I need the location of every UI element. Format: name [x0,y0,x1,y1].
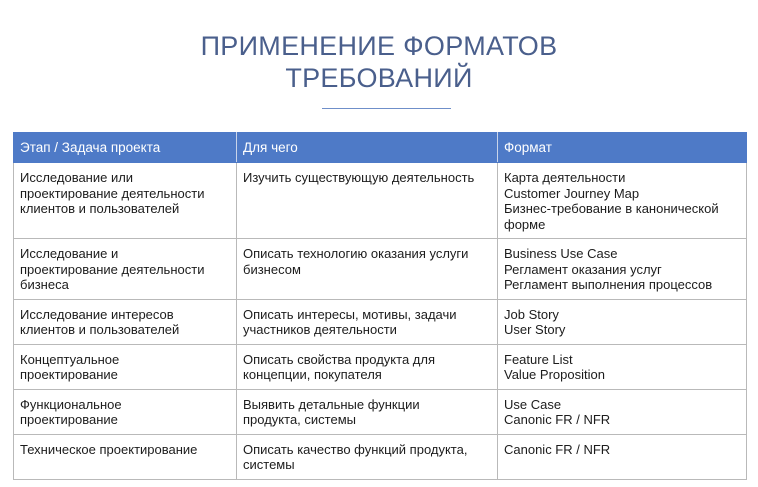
cell-text-line: концепции, покупателя [243,367,382,382]
cell-purpose [237,239,498,300]
table-header [14,133,747,163]
cell-format [498,344,747,389]
cell-text-line: Feature List [504,351,573,367]
table-row [14,434,747,479]
cell-text-line: Job Story [504,306,559,322]
cell-text-line: проектирование деятельности [20,185,205,201]
cell-format [498,389,747,434]
cell-stage [14,299,237,344]
cell-purpose [237,299,498,344]
cell-text-line: Карта деятельности [504,170,626,185]
title-line-2: ТРЕБОВАНИЙ [285,63,473,93]
header-format: Формат [498,133,747,163]
cell-text-line: проектирование [20,412,118,427]
cell-text-line: Business Use Case [504,246,618,261]
formats-table [13,132,747,480]
cell-text-line: User Story [504,322,566,337]
table-row [14,299,747,344]
cell-text-line: Value Proposition [504,367,605,382]
cell-text-line: клиентов и пользователей [20,201,180,216]
cell-text-line: Canonic FR / NFR [504,412,611,427]
cell-text-line: Функциональное [20,396,122,412]
cell-text-line: форме [504,216,546,232]
header-purpose: Для чего [237,133,498,163]
cell-text-line: клиентов и пользователей [20,322,180,337]
cell-purpose [237,434,498,479]
cell-text-line: участников деятельности [243,322,397,337]
title-divider [322,108,451,109]
cell-text-line: проектирование [20,367,118,382]
table-row [14,389,747,434]
table-body [14,163,747,480]
cell-text-line: Customer Journey Map [504,185,640,201]
cell-text-line: Изучить существующую деятельность [243,170,475,185]
cell-text-line: Исследование интересов [20,306,174,322]
cell-purpose [237,344,498,389]
cell-format [498,299,747,344]
header-row [14,133,747,163]
cell-text-line: Выявить детальные функции [243,396,420,412]
cell-text-line: Описать качество функций продукта, [243,441,468,457]
cell-text-line: проектирование деятельности [20,261,205,277]
cell-stage [14,434,237,479]
cell-text-line: Описать интересы, мотивы, задачи [243,306,457,322]
cell-text-line: системы [243,457,295,472]
cell-stage [14,163,237,239]
cell-text-line: Концептуальное [20,351,120,367]
cell-stage [14,239,237,300]
cell-format [498,163,747,239]
cell-text-line: Регламент оказания услуг [504,261,662,277]
cell-purpose [237,389,498,434]
cell-text-line: Регламент выполнения процессов [504,277,713,292]
cell-text-line: бизнесом [243,261,301,277]
cell-stage [14,389,237,434]
table-row [14,239,747,300]
cell-format [498,239,747,300]
cell-text-line: Use Case [504,396,562,412]
cell-text-line: Техническое проектирование [20,441,198,457]
cell-text-line: Исследование или [20,170,134,185]
header-stage: Этап / Задача проекта [14,133,237,163]
cell-text-line: Canonic FR / NFR [504,441,611,457]
cell-purpose [237,163,498,239]
cell-text-line: Бизнес-требование в канонической [504,201,719,216]
cell-stage [14,344,237,389]
cell-text-line: продукта, системы [243,412,356,427]
cell-text-line: бизнеса [20,277,69,292]
cell-text-line: Описать свойства продукта для [243,351,435,367]
table-row [14,163,747,239]
cell-text-line: Исследование и [20,246,119,261]
page-title [0,30,758,94]
cell-format [498,434,747,479]
cell-text-line: Описать технологию оказания услуги [243,246,469,261]
table-row [14,344,747,389]
title-line-1: ПРИМЕНЕНИЕ ФОРМАТОВ [200,31,558,61]
